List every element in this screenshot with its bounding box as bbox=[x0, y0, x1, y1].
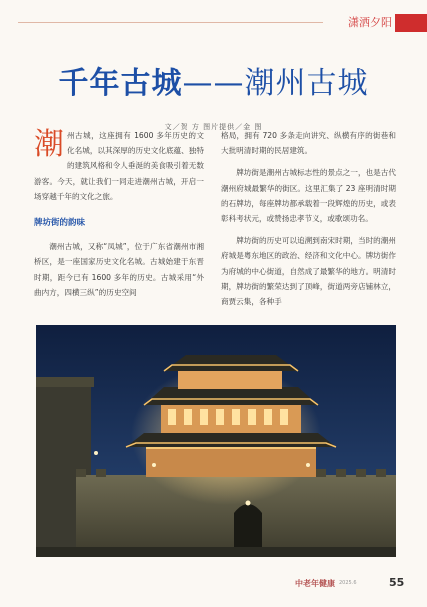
left-column bbox=[34, 128, 204, 307]
city-gate-illustration bbox=[36, 325, 396, 557]
title-sub: ——潮州古城 bbox=[182, 66, 369, 101]
right-column bbox=[221, 128, 396, 316]
page-footer bbox=[295, 576, 415, 592]
header-rule bbox=[18, 22, 323, 23]
subheading: 牌坊街的韵味 bbox=[34, 218, 86, 229]
article-title bbox=[0, 58, 427, 102]
magazine-name: 中老年健康 bbox=[295, 579, 335, 588]
section-tag: 潇洒夕阳 bbox=[348, 16, 392, 29]
right-paragraph-1: 格局，拥有 720 多条走向讲究、纵横有序的街巷和大批明清时期的民居建筑。 bbox=[221, 131, 396, 156]
byline: 文／贺 方 图片提供／金 图 bbox=[164, 123, 263, 131]
city-gate-photo bbox=[36, 325, 396, 557]
left-paragraph-2: 潮州古城，又称“凤城”，位于广东省潮州市湘桥区，是一座国家历史文化名城。古城始建于东晋时期，距今已有 1600 多年的历史。古城采用“外曲内方，四横三纵”的历史空间 bbox=[34, 242, 204, 297]
intro-text: 州古城，这座拥有 1600 多年历史的文化名城，以其深厚的历史文化底蕴、独特的建筑风格和令人垂涎的美食吸引着无数游客。今天，就让我们一同走进潮州古城，开启一场穿越千年的文化之旅。 bbox=[34, 131, 204, 201]
section-color-block bbox=[395, 14, 427, 32]
intro-paragraph bbox=[34, 128, 204, 204]
right-paragraph-3: 牌坊街的历史可以追溯到南宋时期，当时的潮州府城是粤东地区的政治、经济和文化中心。牌坊街作为府城的中心街道，自然成了最繁华的地方。明清时期，牌坊街的繁荣达到了顶峰，街道两旁店铺林立，商贾云集，各种手 bbox=[221, 236, 396, 307]
issue-date: 2025.6 bbox=[339, 580, 357, 586]
title-main: 千年古城 bbox=[58, 66, 183, 101]
drop-cap: 潮 bbox=[34, 127, 64, 162]
right-paragraph-2: 牌坊街是潮州古城标志性的景点之一，也是古代潮州府城最繁华的街区。这里汇集了 23 座明清时期的石牌坊，每座牌坊都承载着一段辉煌的历史，或表彰科考状元，或赞扬忠孝节义，或歌颂功名。 bbox=[221, 168, 396, 224]
page-number: 55 bbox=[389, 576, 405, 589]
